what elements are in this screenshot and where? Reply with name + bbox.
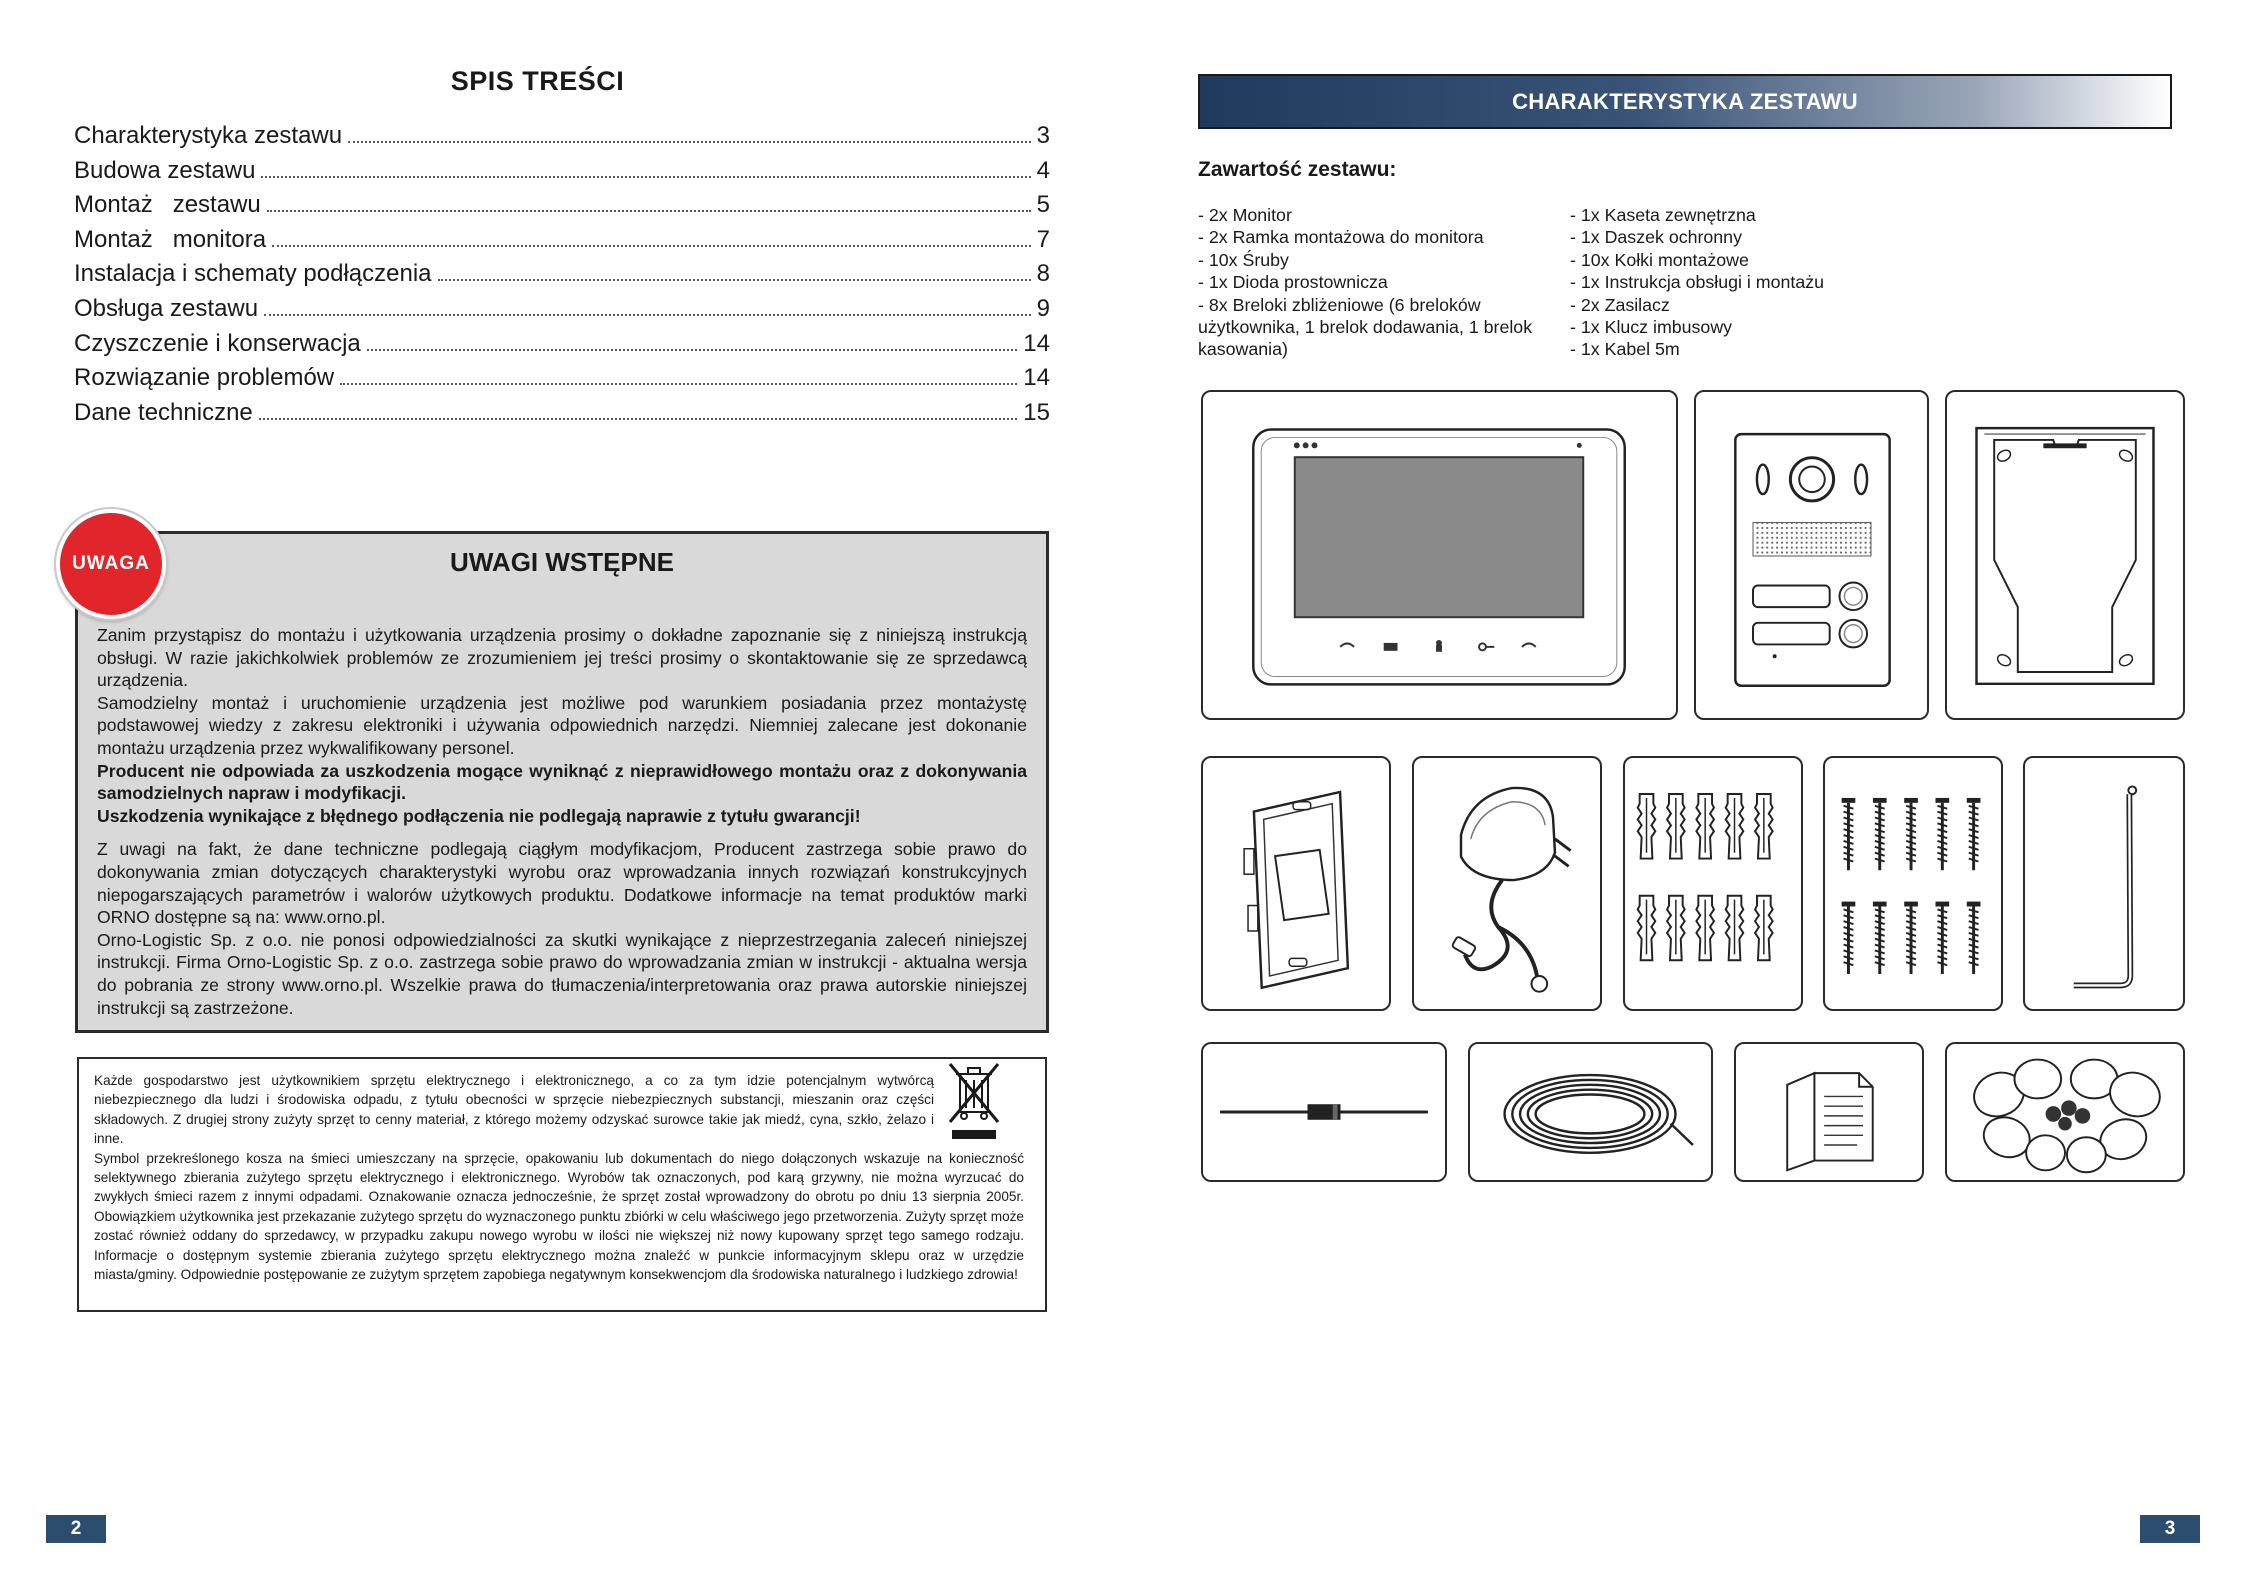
toc-entry[interactable] (74, 330, 1050, 365)
warning-title: UWAGI WSTĘPNE (450, 547, 674, 577)
screw-head (1967, 798, 1981, 803)
recycling-paragraph: Każde gospodarstwo jest użytkownikiem sprzętu elektrycznego i elektronicznego, a co za tym idzie potencjalnym wytwórcą niebezpiecznego dla ludzi i środowiska odpadu, z tytułu obecności w sprzęcie niebezpiecznych substancji, mieszanin oraz części składowych. Z drugiej strony zużyty sprzęt to cenny materiał, z którego możemy odzyskać surowce takie jak miedź, cyna, szkło, żelazo i inne. (94, 1073, 934, 1147)
screw-head (1967, 902, 1981, 907)
toc-entry-label: Montaż zestawu (74, 191, 261, 219)
contents-item: - 10x Kołki montażowe (1570, 249, 1749, 270)
contents-item: - 1x Instrukcja obsługi i montażu (1570, 272, 1824, 293)
toc-entry-label: Charakterystyka zestawu (74, 122, 343, 149)
toc-leader-dots (264, 314, 1031, 316)
toc-entry[interactable] (74, 364, 1050, 399)
warning-paragraph: Orno-Logistic Sp. z o.o. nie ponosi odpowiedzialności za skutki wynikające z nieprzestrzegania zaleceń niniejszej instrukcji. Firma Orno-Logistic Sp. z o.o. zastrzega sobie prawo do wprowadzania zmian w instrukcji - aktualna wersja do pobrania ze strony www.orno.pl. Wszelkie prawa do tłumaczenia/interpretowania oraz prawa autorskie niniejszej instrukcji są zastrzeżone. (97, 929, 1027, 1018)
contents-item: - 1x Daszek ochronny (1570, 227, 1742, 248)
toc-entry-label: Obsługa zestawu (74, 294, 259, 322)
warning-badge (56, 509, 166, 619)
allen-key-illustration (2023, 756, 2185, 1011)
screws-illustration (1823, 756, 2003, 1011)
contents-item: - 2x Monitor (1198, 205, 1292, 225)
toc-entry-label: Dane techniczne (74, 398, 253, 426)
toc-entry-label: Montaż monitora (74, 225, 267, 253)
toc-leader-dots (367, 349, 1018, 351)
toc-entry[interactable] (74, 191, 1050, 226)
cable-coil-illustration (1468, 1042, 1713, 1182)
recycling-paragraph: Symbol przekreślonego kosza na śmieci umieszczany na sprzęcie, opakowaniu lub dokumentach do niego dołączonych wskazuje na konieczność selektywnego zbierania zużytego sprzętu elektrycznego i elektronicznego. Wyrobów tak oznaczonych, pod karą grzywny, nie można wyrzucać do zwykłych śmieci razem z innymi odpadami. Oznakowanie oznacza jednocześnie, że sprzęt został wprowadzony do obrotu po dniu 13 sierpnia 2005r. Obowiązkiem użytkownika jest przekazanie zużytego sprzętu do wyznaczonego punktu zbiórki w celu właściwego jego przetworzenia. Zużyty sprzęt może zostać również oddany do sprzedawcy, w przypadku zakupu nowego wyrobu w ilości nie większej niż nowy kupowany sprzęt tego samego rodzaju. Informacje o dostępnym systemie zbierania zużytego sprzętu elektrycznego można znaleźć w punkcie informacyjnym sklepu oraz w urzędzie miasta/gminy. Odpowiednie postępowanie ze zużytym sprzętem zapobiega negatywnym konsekwencjom dla środowiska naturalnego i ludzkiego zdrowia! (94, 1150, 1024, 1283)
recycling-notice-text (94, 1071, 1024, 1284)
outdoor-station-illustration (1694, 390, 1929, 720)
contents-item: - 1x Kaseta zewnętrzna (1570, 205, 1756, 225)
toc-leader-dots (267, 210, 1031, 212)
toc-leader-dots (259, 418, 1018, 420)
toc-leader-dots (348, 141, 1031, 143)
screw-head (1873, 902, 1887, 907)
section-header-bar (1198, 74, 2172, 129)
screw-head (1904, 798, 1918, 803)
screw-head (1842, 798, 1856, 803)
toc-entry-page: 9 (1036, 294, 1050, 322)
toc-entry-page: 5 (1036, 191, 1050, 219)
contents-heading: Zawartość zestawu: (1198, 158, 1397, 181)
power-adapter-illustration (1412, 756, 1602, 1011)
mounting-bracket-illustration (1201, 756, 1391, 1011)
contents-list-left (1198, 204, 1560, 361)
toc-entry-label: Rozwiązanie problemów (74, 364, 335, 392)
toc-title: SPIS TREŚCI (450, 66, 625, 96)
contents-item: - 10x Śruby (1198, 249, 1289, 270)
toc-leader-dots (438, 279, 1031, 281)
toc-entry[interactable] (74, 157, 1050, 192)
toc-entry[interactable] (74, 399, 1050, 434)
screw-head (1842, 902, 1856, 907)
warning-bold-paragraph: Producent nie odpowiada za uszkodzenia mogące wyniknąć z nieprawidłowego montażu oraz z dokonywania samodzielnych napraw i modyfikacji. (97, 760, 1027, 804)
contents-item: - 2x Ramka montażowa do monitora (1198, 227, 1484, 248)
toc-leader-dots (340, 383, 1017, 385)
monitor-illustration (1201, 390, 1678, 720)
toc-entry-page: 7 (1036, 225, 1050, 253)
page-number: 2 (46, 1515, 106, 1543)
contents-item: - 2x Zasilacz (1570, 294, 1670, 315)
toc-entry-label: Czyszczenie i konserwacja (74, 329, 361, 357)
diode-illustration (1201, 1042, 1447, 1182)
manual-illustration (1734, 1042, 1924, 1182)
toc-entry-page: 8 (1036, 260, 1050, 288)
warning-bold-paragraph: Uszkodzenia wynikające z błędnego podłączenia nie podlegają naprawie z tytułu gwarancji! (97, 805, 861, 826)
crossed-bin-icon (946, 1062, 1002, 1142)
wall-plugs-illustration (1623, 756, 1803, 1011)
contents-item: - 1x Klucz imbusowy (1570, 317, 1733, 338)
toc-entry-label: Instalacja i schematy podłączenia (74, 260, 432, 288)
section-title: CHARAKTERYSTYKA ZESTAWU (1512, 88, 1858, 114)
toc-entry[interactable] (74, 226, 1050, 261)
table-of-contents (74, 122, 1050, 433)
toc-entry-page: 14 (1023, 364, 1050, 392)
toc-entry-page: 4 (1036, 156, 1050, 184)
toc-entry[interactable] (74, 295, 1050, 330)
warning-paragraph: Zanim przystąpisz do montażu i użytkowania urządzenia prosimy o dokładne zapoznanie się z niniejszą instrukcją obsługi. W razie jakichkolwiek problemów ze zrozumieniem jej treści prosimy o skontaktowanie się ze sprzedawcą urządzenia. (97, 625, 1027, 691)
toc-leader-dots (261, 176, 1030, 178)
warning-paragraph: Z uwagi na fakt, że dane techniczne podlegają ciągłym modyfikacjom, Producent zastrzega sobie prawo do dokonywania zmian dotyczących charakterystyki wyrobu oraz wprowadzania innych rozwiązań konstrukcyjnych niepogarszających parametrów i walorów użytkowych produktu. Dodatkowe informacje na temat produktów marki ORNO dostępne są na: www.orno.pl. (97, 839, 1027, 928)
contents-item: - 1x Kabel 5m (1570, 339, 1680, 360)
toc-entry-label: Budowa zestawu (74, 156, 256, 184)
toc-entry[interactable] (74, 260, 1050, 295)
rfid-keyfobs-illustration (1945, 1042, 2185, 1182)
page-number: 3 (2140, 1515, 2200, 1543)
contents-item: - 1x Dioda prostownicza (1198, 272, 1388, 293)
screw-head (1935, 798, 1949, 803)
contents-list-right (1570, 204, 1900, 361)
toc-entry-page: 3 (1036, 122, 1050, 149)
warning-text (97, 624, 1027, 1019)
warning-paragraph: Samodzielny montaż i uruchomienie urządzenia jest możliwe pod warunkiem posiadania przez montażystę podstawowej wiedzy z zakresu elektroniki i używania odpowiednich narzędzi. Niemniej zalecane jest dokonanie montażu urządzenia przez wykwalifikowany personel. (97, 692, 1027, 758)
warning-badge-label: UWAGA (72, 553, 150, 574)
screw-head (1904, 902, 1918, 907)
screw-head (1873, 798, 1887, 803)
screw-head (1935, 902, 1949, 907)
contents-item: - 8x Breloki zbliżeniowe (6 breloków użytkownika, 1 brelok dodawania, 1 brelok kasowania) (1198, 294, 1533, 360)
toc-entry-page: 14 (1023, 329, 1050, 357)
toc-entry-page: 15 (1023, 398, 1050, 426)
protective-canopy-illustration (1945, 390, 2185, 720)
toc-entry[interactable] (74, 122, 1050, 157)
toc-leader-dots (272, 245, 1031, 247)
